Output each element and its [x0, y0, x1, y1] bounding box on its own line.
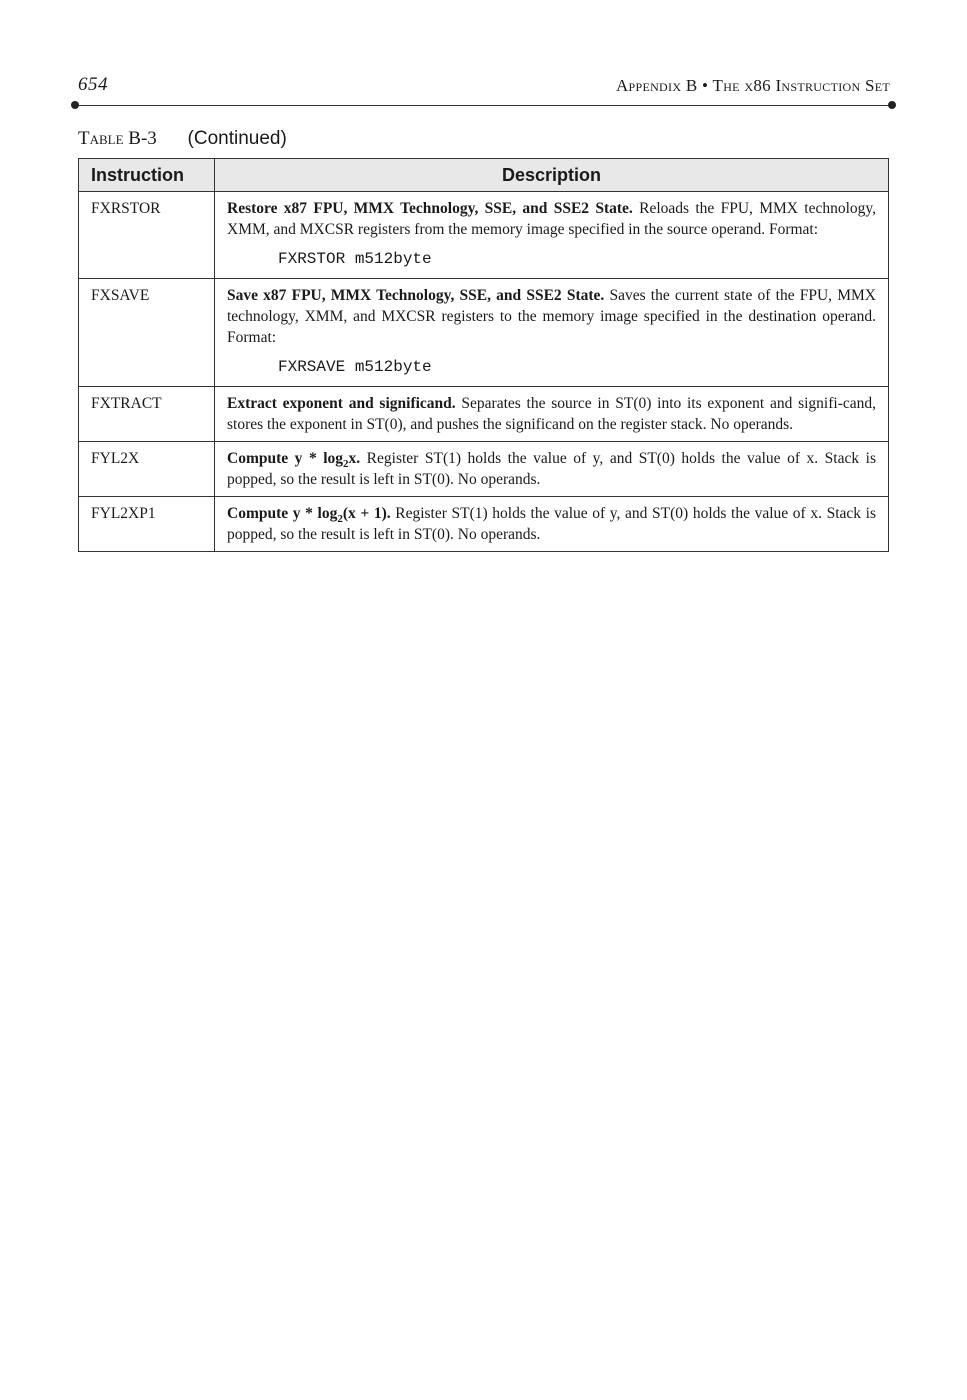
- table-row: [79, 497, 889, 552]
- instruction-name: FYL2XP1: [79, 497, 215, 552]
- description-title: Restore x87 FPU, MMX Technology, SSE, and SSE2 State.: [227, 200, 633, 217]
- instruction-description: [215, 279, 889, 387]
- description-title: [227, 450, 361, 471]
- format-code: FXRSAVE m512byte: [278, 358, 432, 376]
- instruction-description: [215, 387, 889, 442]
- table-caption: [78, 128, 287, 150]
- instruction-description: [215, 192, 889, 279]
- instruction-name: FXRSTOR: [79, 192, 215, 279]
- table-continued: (Continued): [187, 128, 287, 149]
- page-header: [78, 74, 890, 98]
- header-rule: [74, 105, 892, 106]
- table-label: Table B-3: [78, 128, 157, 149]
- header-instruction: Instruction: [79, 159, 215, 192]
- table-header-row: [79, 159, 889, 192]
- instruction-description: [215, 442, 889, 497]
- description-text: Reloads the FPU, MMX technology, XMM, and MXCSR registers from the memory image specified in the source operand. Format:: [227, 200, 877, 238]
- title-part: (x + 1).: [342, 505, 391, 522]
- title-part: Compute y * log: [227, 450, 344, 467]
- format-code: FXRSTOR m512byte: [278, 250, 432, 268]
- instruction-description: [215, 497, 889, 552]
- instruction-name: FXSAVE: [79, 279, 215, 387]
- description-text: Register ST(1) holds the value of y, and ST(0) holds the value of x. Stack is popped, so the result is left in ST(0). No operands.: [227, 505, 876, 543]
- title-part: Compute y * log: [227, 505, 338, 522]
- description-text: Separates the source in ST(0) into its exponent and signifi-cand, stores the exponent in ST(0), and pushes the significand on the register stack. No operands.: [227, 395, 876, 433]
- instruction-name: FYL2X: [79, 442, 215, 497]
- table-row: [79, 279, 889, 387]
- rule-dot-right: [888, 101, 896, 109]
- table-row: [79, 192, 889, 279]
- table-row: [79, 387, 889, 442]
- header-description: Description: [215, 159, 889, 192]
- description-title: Save x87 FPU, MMX Technology, SSE, and SSE2 State.: [227, 287, 605, 304]
- title-subscript: 2: [343, 458, 349, 471]
- description-text: Saves the current state of the FPU, MMX technology, XMM, and MXCSR registers to the memory image specified in the destination operand. Format:: [227, 287, 876, 346]
- instruction-table: [78, 158, 889, 552]
- table-row: [79, 442, 889, 497]
- rule-dot-left: [71, 101, 79, 109]
- title-part: x.: [348, 450, 361, 467]
- description-title: [227, 505, 391, 526]
- instruction-name: FXTRACT: [79, 387, 215, 442]
- title-subscript: 2: [337, 513, 343, 526]
- page-number: 654: [78, 74, 108, 95]
- running-head: Appendix B • The x86 Instruction Set: [615, 76, 890, 95]
- description-text: Register ST(1) holds the value of y, and ST(0) holds the value of x. Stack is popped, so the result is left in ST(0). No operands.: [227, 450, 876, 488]
- description-title: Extract exponent and significand.: [227, 395, 456, 412]
